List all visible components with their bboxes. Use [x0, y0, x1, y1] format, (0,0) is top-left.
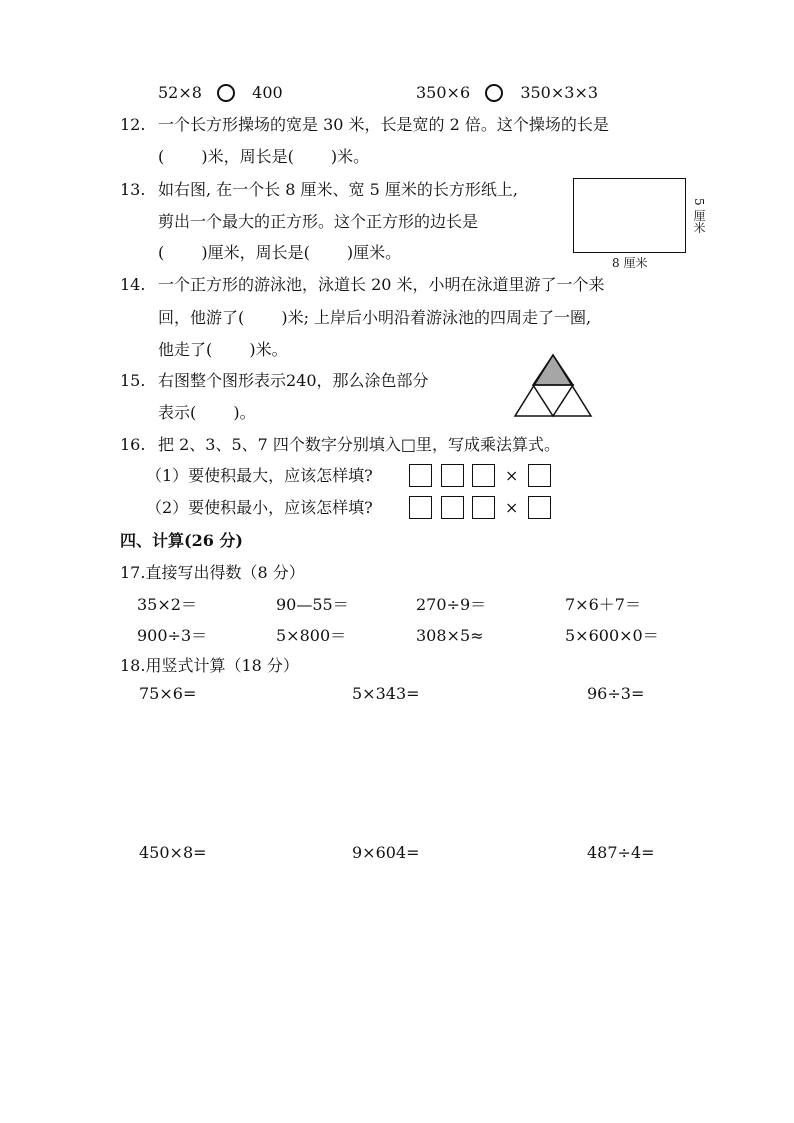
answer-box[interactable]: [409, 496, 432, 519]
q14-line2: 回，他游了( )米; 上岸后小明沿着游泳池的四周走了一圈,: [158, 308, 592, 327]
q14-line1: 一个正方形的游泳池，泳道长 20 米，小明在泳道里游了一个来: [158, 275, 605, 294]
q15-number: 15.: [120, 371, 146, 390]
vertical-calc-item: 9×604=: [352, 843, 420, 862]
compare-circle-2[interactable]: [485, 84, 503, 102]
q12-line1: 一个长方形操场的宽是 30 米，长是宽的 2 倍。这个操场的长是: [158, 115, 609, 134]
q18-title: 18.用竖式计算（18 分）: [120, 656, 299, 675]
q16-sub1: （1）要使积最大，应该怎样填?: [146, 466, 373, 485]
calc-item: 7×6＋7＝: [565, 595, 641, 614]
answer-box[interactable]: [472, 464, 495, 487]
compare-row-right: [416, 83, 598, 103]
rectangle-figure: [573, 178, 686, 253]
compare-right-b: 350×3×3: [520, 83, 599, 102]
vertical-calc-item: 487÷4=: [587, 843, 655, 862]
answer-box[interactable]: [528, 496, 551, 519]
q14-number: 14.: [120, 275, 146, 294]
times-sign: ×: [505, 466, 519, 485]
compare-right-a: 350×6: [416, 83, 471, 102]
calc-item: 900÷3＝: [137, 626, 208, 645]
vertical-calc-item: 5×343=: [352, 684, 420, 703]
q15-line2: 表示( )。: [158, 403, 256, 422]
fig-bottom-label: 8 厘米: [612, 256, 648, 270]
calc-item: 90—55＝: [276, 595, 349, 614]
vertical-calc-item: 75×6=: [139, 684, 197, 703]
q13-line1: 如右图, 在一个长 8 厘米、宽 5 厘米的长方形纸上,: [158, 180, 518, 199]
compare-left-b: 400: [252, 83, 283, 102]
q13-line2: 剪出一个最大的正方形。这个正方形的边长是: [158, 212, 479, 231]
q15-line1: 右图整个图形表示240，那么涂色部分: [158, 371, 429, 390]
answer-box[interactable]: [472, 496, 495, 519]
calc-item: 5×600×0＝: [565, 626, 659, 645]
q16-number: 16.: [120, 435, 146, 454]
triangle-figure: [513, 352, 593, 418]
q12-number: 12.: [120, 115, 146, 134]
q17-title: 17.直接写出得数（8 分）: [120, 563, 305, 582]
inner-lines: [533, 385, 573, 416]
times-sign: ×: [505, 498, 519, 517]
calc-item: 5×800＝: [276, 626, 347, 645]
q14-line3: 他走了( )米。: [158, 340, 288, 359]
vertical-calc-item: 96÷3=: [587, 684, 645, 703]
answer-box[interactable]: [441, 464, 464, 487]
shaded-triangle: [533, 355, 573, 385]
calc-item: 270÷9＝: [416, 595, 487, 614]
q13-number: 13.: [120, 180, 146, 199]
compare-circle-1[interactable]: [217, 84, 235, 102]
answer-box[interactable]: [409, 464, 432, 487]
answer-box[interactable]: [441, 496, 464, 519]
compare-row: [158, 83, 283, 103]
q16-sub2: （2）要使积最小，应该怎样填?: [146, 498, 373, 517]
q13-line3: ( )厘米，周长是( )厘米。: [158, 243, 402, 262]
vertical-calc-item: 450×8=: [139, 843, 207, 862]
calc-item: 35×2＝: [137, 595, 197, 614]
section-title: 四、计算(26 分): [120, 531, 243, 550]
compare-left-a: 52×8: [158, 83, 202, 102]
calc-item: 308×5≈: [416, 626, 484, 645]
answer-box[interactable]: [528, 464, 551, 487]
q16-line1: 把 2、3、5、7 四个数字分别填入□里，写成乘法算式。: [158, 435, 561, 454]
q12-line2: ( )米，周长是( )米。: [158, 147, 370, 166]
fig-side-label: 5 厘米: [692, 198, 706, 234]
